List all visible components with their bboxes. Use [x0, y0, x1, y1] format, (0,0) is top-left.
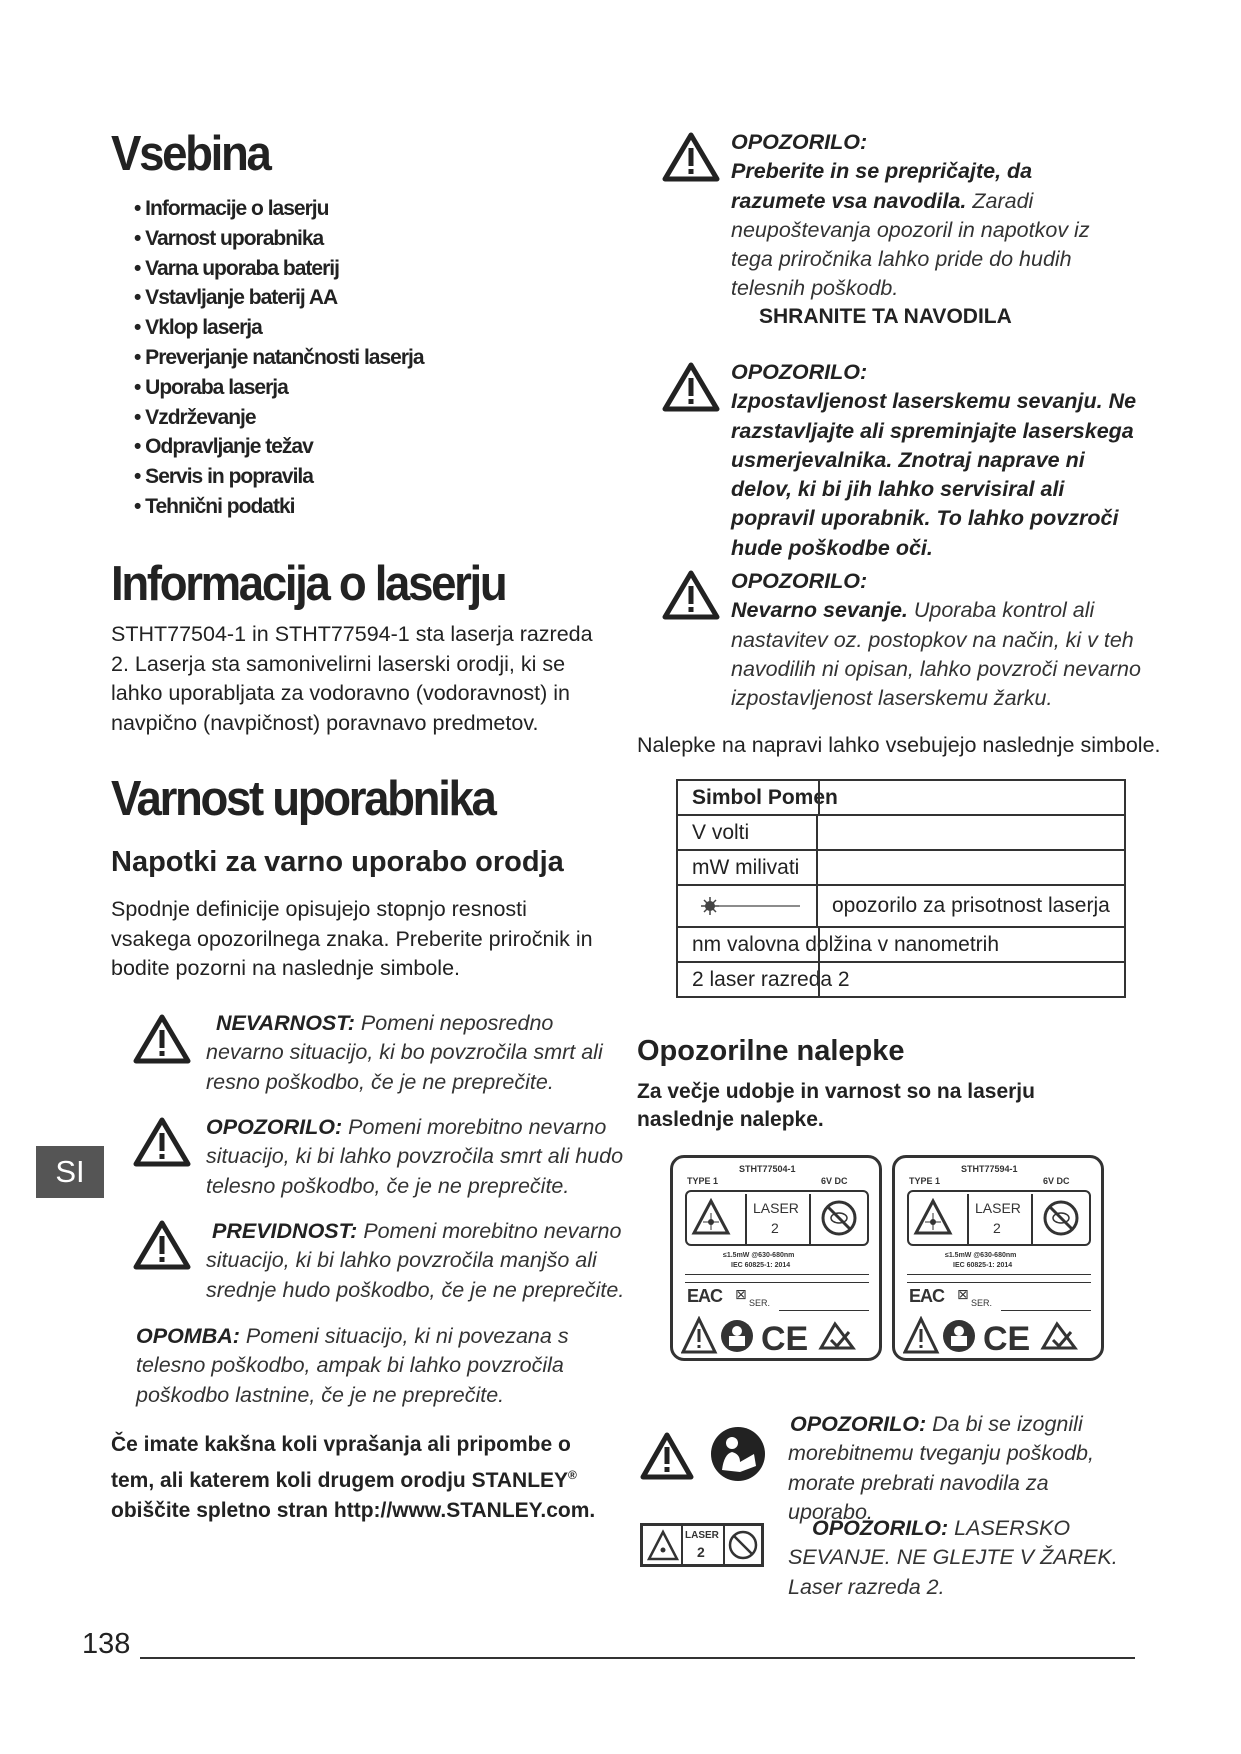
table-row	[677, 885, 1125, 927]
laser-warning-icon	[691, 1198, 731, 1238]
sticker-type: TYPE 1	[687, 1176, 719, 1186]
warning-label: OPOZORILO:	[206, 1115, 343, 1139]
table-cell: mW milivati	[677, 850, 817, 885]
sticker-laser: LASER	[975, 1200, 1021, 1216]
toc-item: • Vstavljanje baterij AA	[134, 286, 338, 310]
sticker-label	[892, 1155, 1104, 1361]
toc-title: Vsebina	[111, 127, 270, 181]
warning-laser-radiation	[788, 1514, 1128, 1602]
table-cell	[817, 815, 1125, 850]
table-row	[677, 815, 1125, 850]
footer-rule	[140, 1657, 1135, 1659]
symbol-table	[676, 779, 1126, 998]
table-header: Simbol Pomen	[677, 780, 1125, 815]
stickers-intro: Za večje udobje in varnost so na laserju naslednje nalepke.	[637, 1080, 1035, 1131]
caution-label: PREVIDNOST:	[212, 1219, 358, 1243]
w3-text: Uporaba kontrol ali nastavitev oz. postopkov na način, ki v teh navodilih ni opisan, lahko povzroči nevarno izpostavljenost laserskemu žarku.	[731, 598, 1141, 711]
sticker-spec: IEC 60825-1: 2014	[953, 1262, 1013, 1269]
toc-item: • Servis in popravila	[134, 465, 313, 489]
safety-title: Varnost uporabnika	[111, 772, 495, 826]
toc-item: • Varnost uporabnika	[134, 226, 324, 250]
table-cell: 2 laser razreda 2	[677, 962, 1125, 997]
warning-triangle-icon	[640, 1432, 694, 1480]
table-cell	[677, 885, 817, 927]
note-definition	[136, 1322, 576, 1410]
caution-definition	[206, 1217, 626, 1305]
sticker-model: STHT77504-1	[739, 1164, 796, 1174]
no-stare-icon	[819, 1198, 859, 1238]
mini-label-laser: LASER	[685, 1530, 719, 1541]
danger-definition	[206, 1009, 626, 1097]
eac-mark: EAC	[909, 1286, 945, 1306]
warning-triangle-icon	[133, 1014, 191, 1064]
caution-text: Pomeni morebitno nevarno situacijo, ki bi lahko povzročila manjšo ali srednje hudo poškodbo, če je ne preprečite.	[206, 1219, 625, 1302]
w2-bold: Izpostavljenost laserskemu sevanju. Ne razstavljajte ali spreminjajte laserskega usmerjevalnika. Znotraj naprave ni delov, ki bi jih lahko servisiral ali popravil uporabnik. To lahko povzroči hude poškodbe oči.	[731, 389, 1137, 560]
warning-read-instructions	[731, 128, 1131, 304]
w5-text: LASERSKO SEVANJE. NE GLEJTE V ŽAREK. Laser razreda 2.	[788, 1516, 1118, 1599]
sticker-class: 2	[771, 1220, 779, 1236]
no-stare-icon	[1041, 1198, 1081, 1238]
warning-triangle-icon	[133, 1220, 191, 1270]
sticker-voltage: 6V DC	[1043, 1176, 1070, 1186]
w4-label: OPOZORILO:	[790, 1412, 927, 1436]
toc-item: • Odpravljanje težav	[134, 435, 313, 459]
sticker-ser: SER.	[971, 1298, 993, 1308]
toc-item: • Informacije o laserju	[134, 197, 329, 220]
w1-bold: Preberite in se prepričajte, da razumete vsa navodila.	[731, 159, 1033, 213]
certification-icons	[681, 1316, 871, 1358]
sticker-spec: ≤1.5mW @630-680nm	[945, 1252, 1017, 1259]
w4-text: Da bi se izognili morebitnemu tveganju poškodb, morate prebrati navodila za uporabo.	[788, 1412, 1094, 1524]
toc-item: • Tehnični podatki	[134, 494, 295, 518]
toc-item: • Uporaba laserja	[134, 375, 288, 399]
contact-text-1: Če imate kakšna koli vprašanja ali pripombe o tem, ali katerem koli drugem orodju STANLEY	[111, 1433, 571, 1492]
sticker-voltage: 6V DC	[821, 1176, 848, 1186]
table-row	[677, 927, 1125, 962]
sticker-model: STHT77594-1	[961, 1164, 1018, 1174]
eac-mark: EAC	[687, 1286, 723, 1306]
recycle-bin-icon: ⊠	[735, 1286, 747, 1302]
mini-laser-label	[640, 1523, 764, 1567]
recycle-bin-icon: ⊠	[957, 1286, 969, 1302]
save-instructions: SHRANITE TA NAVODILA	[759, 305, 1012, 328]
danger-text: Pomeni neposredno nevarno situacijo, ki bo povzročila smrt ali resno poškodbo, če je ne preprečite.	[206, 1011, 603, 1094]
safety-subtitle: Napotki za varno uporabo orodja	[111, 846, 564, 878]
no-stare-icon	[727, 1529, 759, 1561]
labels-intro: Nalepke na napravi lahko vsebujejo naslednje simbole.	[637, 733, 1161, 757]
laser-warning-icon	[913, 1198, 953, 1238]
table-row	[677, 962, 1125, 997]
info-title: Informacija o laserju	[111, 557, 506, 611]
laser-beam-icon	[692, 896, 802, 916]
sticker-laser: LASER	[753, 1200, 799, 1216]
read-manual-icon	[710, 1426, 766, 1482]
sticker-class: 2	[993, 1220, 1001, 1236]
sticker-spec: ≤1.5mW @630-680nm	[723, 1252, 795, 1259]
sticker-spec: IEC 60825-1: 2014	[731, 1262, 791, 1269]
warning-triangle-icon	[662, 570, 720, 620]
toc-item: • Varna uporaba baterij	[134, 256, 339, 280]
warning-triangle-icon	[133, 1117, 191, 1167]
page-number: 138	[82, 1628, 131, 1660]
contact-text-2: obiščite spletno stran http://www.STANLEY.com.	[111, 1499, 596, 1522]
warning-triangle-icon	[662, 362, 720, 412]
table-cell: opozorilo za prisotnost laserja	[817, 885, 1125, 927]
warning-triangle-icon	[662, 132, 720, 182]
mini-label-class: 2	[697, 1544, 705, 1560]
toc-item: • Preverjanje natančnosti laserja	[134, 345, 424, 369]
sticker-label	[670, 1155, 882, 1361]
table-header-row	[677, 780, 1125, 815]
table-row	[677, 850, 1125, 885]
note-label: OPOMBA:	[136, 1324, 240, 1348]
sticker-warning-panel	[685, 1190, 869, 1246]
contact-text	[111, 1430, 616, 1526]
w3-bold: Nevarno sevanje.	[731, 598, 908, 623]
danger-label: NEVARNOST:	[216, 1011, 355, 1035]
table-cell: nm valovna dolžina v nanometrih	[677, 927, 1125, 962]
safety-intro: Spodnje definicije opisujejo stopnjo resnosti vsakega opozorilnega znaka. Preberite priročnik in bodite pozorni na naslednje simbole.	[111, 897, 593, 980]
warning-text: Pomeni morebitno nevarno situacijo, ki bi lahko povzročila smrt ali hudo telesno poškodbo, če je ne preprečite.	[206, 1115, 624, 1198]
toc-item: • Vzdrževanje	[134, 405, 256, 429]
w1-label: OPOZORILO:	[731, 130, 868, 154]
svg-text:CE: CE	[761, 1320, 809, 1358]
warning-read-manual	[788, 1410, 1138, 1527]
sticker-type: TYPE 1	[909, 1176, 941, 1186]
svg-text:CE: CE	[983, 1320, 1031, 1358]
table-cell: V volti	[677, 815, 817, 850]
sticker-ser: SER.	[749, 1298, 771, 1308]
laser-warning-icon	[646, 1529, 680, 1563]
w5-label: OPOZORILO:	[812, 1516, 949, 1540]
registered-mark: ®	[568, 1468, 577, 1482]
sticker-warning-panel	[907, 1190, 1091, 1246]
warning-laser-exposure	[731, 358, 1141, 563]
w1-text: Zaradi neupoštevanja opozoril in napotkov iz tega priročnika lahko pride do hudih telesnih poškodb.	[731, 188, 1090, 301]
info-text: STHT77504-1 in STHT77594-1 sta laserja razreda 2. Laserja sta samonivelirni laserski orodji, ki se lahko uporabljata za vodoravno (vodoravnost) in navpično (navpičnost) poravnavo predmetov.	[111, 622, 593, 735]
warning-hazardous-radiation	[731, 567, 1141, 713]
w3-label: OPOZORILO:	[731, 569, 868, 593]
warning-definition	[206, 1113, 626, 1201]
toc-item: • Vklop laserja	[134, 316, 262, 340]
note-text: Pomeni situacijo, ki ni povezana s telesno poškodbo, ampak bi lahko povzročila poškodbo lastnine, če je ne preprečite.	[136, 1324, 569, 1407]
toc-list	[134, 194, 424, 522]
stickers-title: Opozorilne nalepke	[637, 1035, 905, 1067]
language-tab: SI	[36, 1146, 104, 1198]
table-cell	[817, 850, 1125, 885]
certification-icons	[903, 1316, 1093, 1358]
w2-label: OPOZORILO:	[731, 360, 868, 384]
